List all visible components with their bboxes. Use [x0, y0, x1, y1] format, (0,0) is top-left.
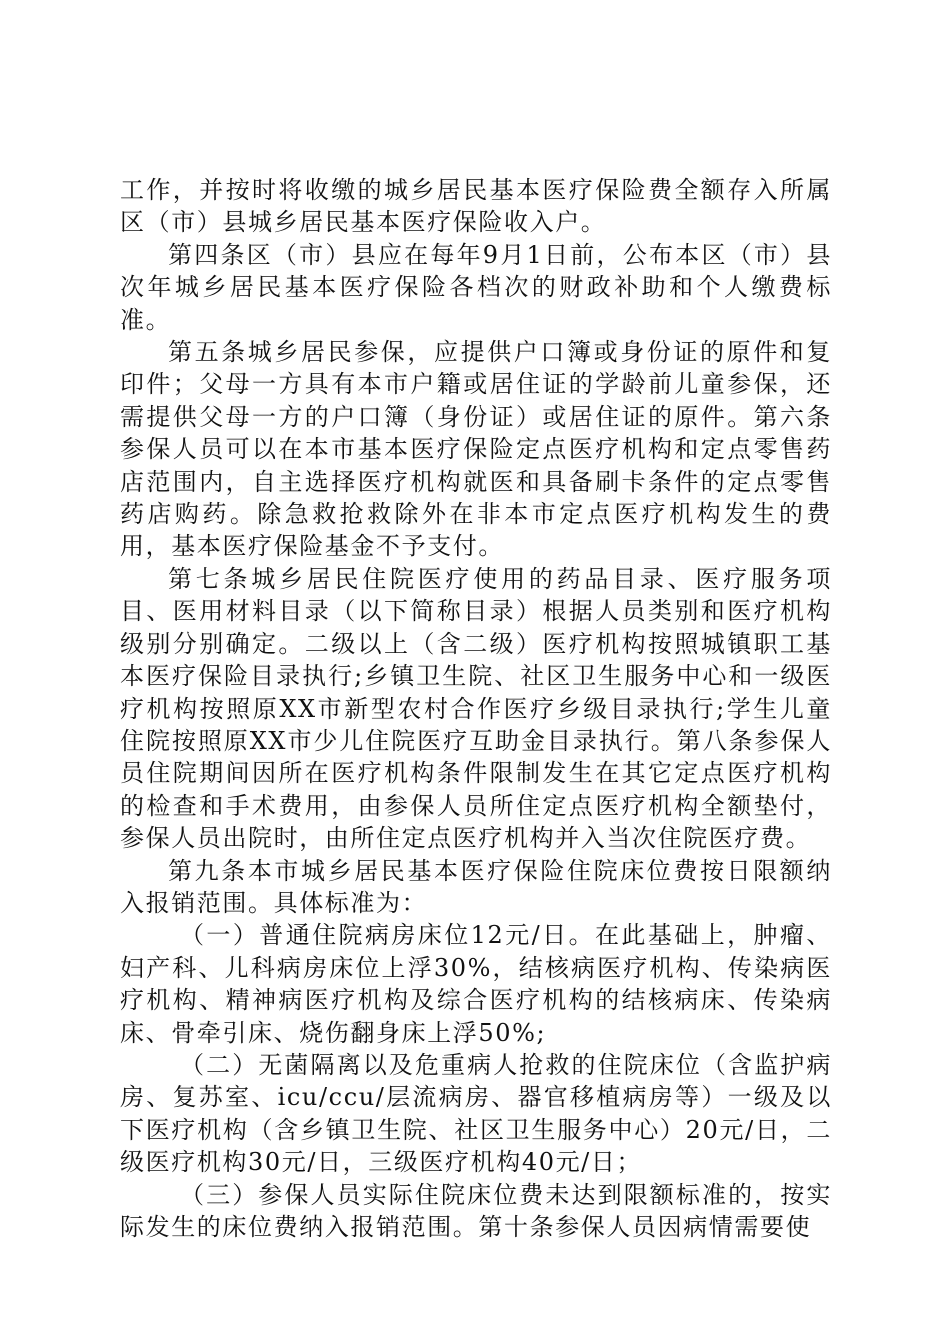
document-body	[120, 174, 832, 1243]
paragraph-item-1: （一）普通住院病房床位12元/日。在此基础上，肿瘤、妇产科、儿科病房床位上浮30%，结核病医疗机构、传染病医疗机构、精神病医疗机构及综合医疗机构的结核病床、传染病床、骨牵引床、烧伤翻身床上浮50%;	[120, 921, 832, 1047]
paragraph-item-3: （三）参保人员实际住院床位费未达到限额标准的，按实际发生的床位费纳入报销范围。第十条参保人员因病情需要使	[120, 1180, 832, 1241]
paragraph-continuation: 工作，并按时将收缴的城乡居民基本医疗保险费全额存入所属区（市）县城乡居民基本医疗保险收入户。	[120, 176, 832, 237]
paragraph-item-2: （二）无菌隔离以及危重病人抢救的住院床位（含监护病房、复苏室、icu/ccu/层流病房、器官移植病房等）一级及以下医疗机构（含乡镇卫生院、社区卫生服务中心）20元/日，二级医疗机构30元/日，三级医疗机构40元/日；	[120, 1050, 832, 1177]
paragraph-article-7-8: 第七条城乡居民住院医疗使用的药品目录、医疗服务项目、医用材料目录（以下简称目录）根据人员类别和医疗机构级别分别确定。二级以上（含二级）医疗机构按照城镇职工基本医疗保险目录执行;乡镇卫生院、社区卫生服务中心和一级医疗机构按照原XX市新型农村合作医疗乡级目录执行;学生儿童住院按照原XX市少儿住院医疗互助金目录执行。第八条参保人员住院期间因所在医疗机构条件限制发生在其它定点医疗机构的检查和手术费用，由参保人员所住定点医疗机构全额垫付，参保人员出院时，由所住定点医疗机构并入当次住院医疗费。	[120, 564, 832, 853]
paragraph-article-5-6: 第五条城乡居民参保，应提供户口簿或身份证的原件和复印件；父母一方具有本市户籍或居住证的学龄前儿童参保，还需提供父母一方的户口簿（身份证）或居住证的原件。第六条参保人员可以在本市基本医疗保险定点医疗机构和定点零售药店范围内，自主选择医疗机构就医和具备刷卡条件的定点零售药店购药。除急救抢救除外在非本市定点医疗机构发生的费用，基本医疗保险基金不予支付。	[120, 338, 832, 561]
paragraph-article-4: 第四条区（市）县应在每年9月1日前，公布本区（市）县次年城乡居民基本医疗保险各档次的财政补助和个人缴费标准。	[120, 240, 832, 334]
paragraph-article-9: 第九条本市城乡居民基本医疗保险住院床位费按日限额纳入报销范围。具体标准为：	[120, 856, 832, 917]
